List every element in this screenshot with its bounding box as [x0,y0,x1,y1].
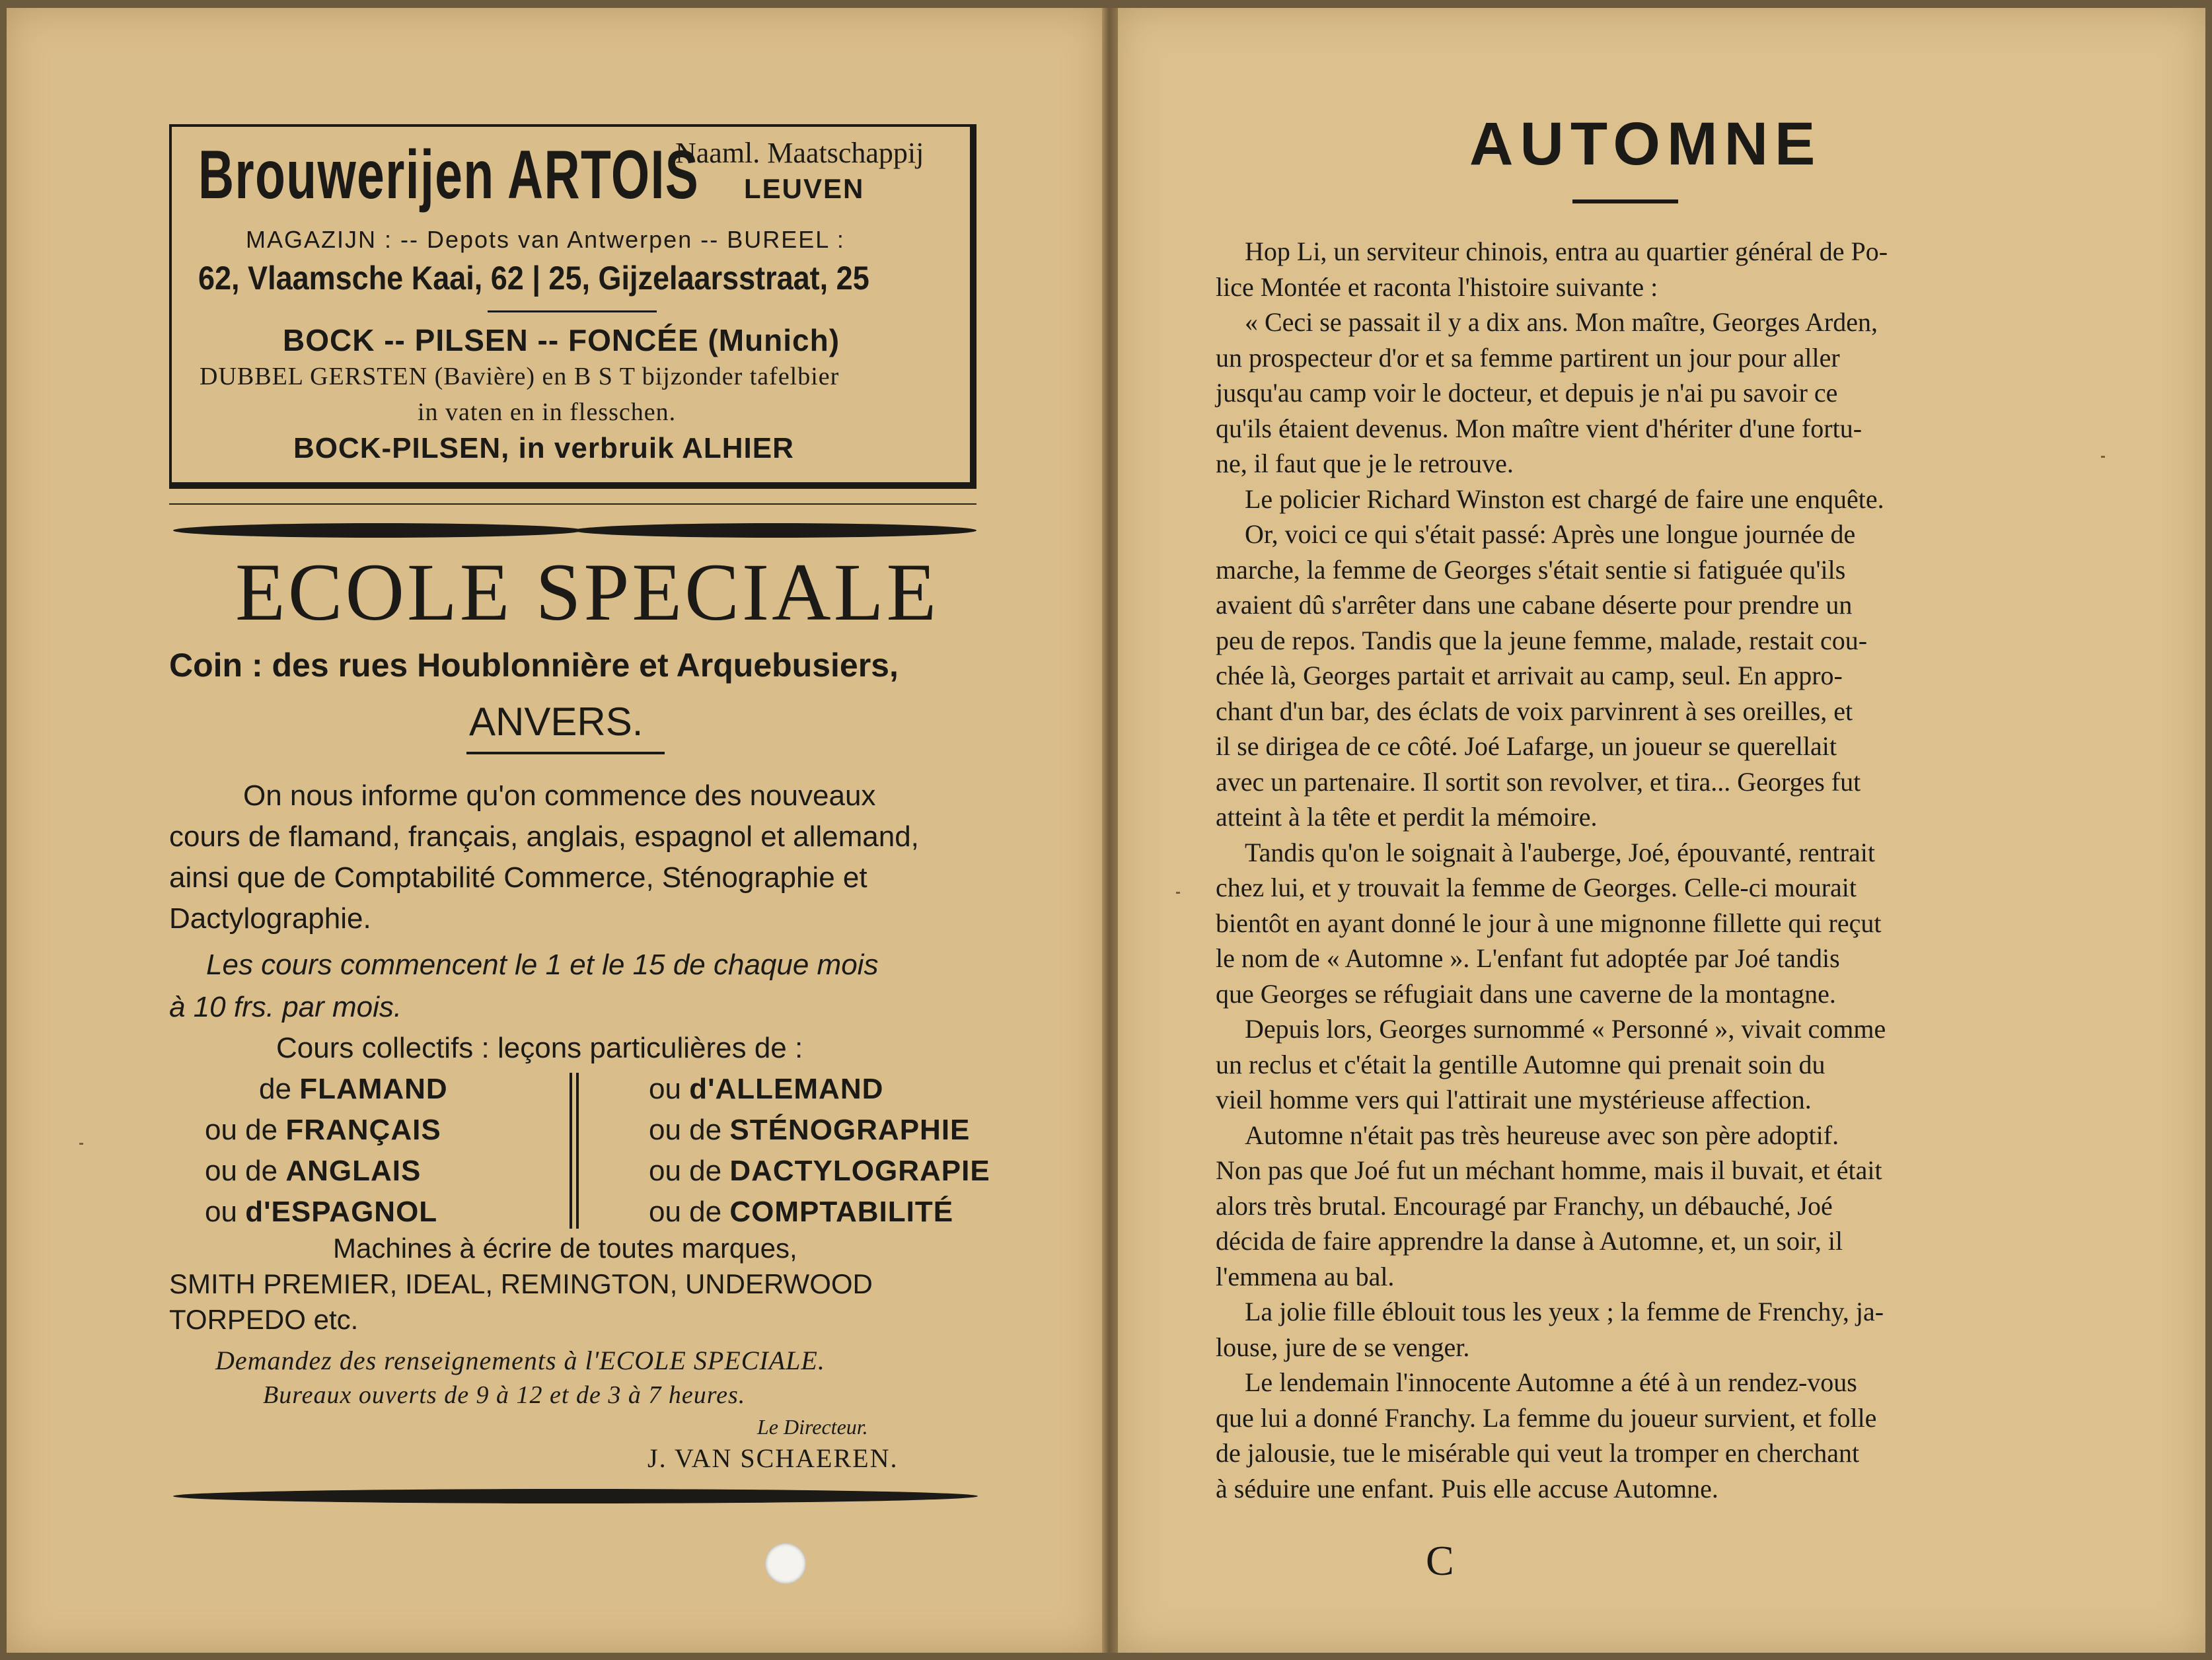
story-line: de jalousie, tue le misérable qui veut la tromper en cherchant [1216,1438,1860,1468]
school-title: ECOLE SPECIALE [235,547,940,637]
story-line: lice Montée et raconta l'histoire suivante : [1216,271,1658,302]
page-mark: C [1426,1537,1454,1584]
story-line: atteint à la tête et perdit la mémoire. [1216,802,1598,832]
right-course-list [649,1069,990,1233]
artois-company-type: Naaml. Maatschappij [675,137,924,169]
school-schedule-line: à 10 frs. par mois. [169,991,402,1023]
courses-header: Cours collectifs : leçons particulières de : [276,1032,803,1064]
story-line: avec un partenaire. Il sortit son revolver, et tira... Georges fut [1216,766,1861,797]
artois-brand: Brouwerijen ARTOIS [198,137,700,213]
story-line: « Ceci se passait il y a dix ans. Mon maître, Georges Arden, [1245,307,1878,337]
school-intro-line: cours de flamand, français, anglais, espagnol et allemand, [169,820,919,853]
story-line: Automne n'était pas très heureuse avec son père adoptif. [1245,1120,1839,1150]
hours-line: Bureaux ouverts de 9 à 12 et de 3 à 7 heures. [263,1381,746,1409]
punched-hole [765,1543,806,1584]
story-line: Tandis qu'on le soignait à l'auberge, Joé, épouvanté, rentrait [1245,837,1875,867]
story-line: alors très brutal. Encouragé par Franchy, un débauché, Joé [1216,1190,1833,1221]
ornament-bar-right [573,523,977,538]
school-intro-line: Dactylographie. [169,902,371,935]
typewriter-brands: SMITH PREMIER, IDEAL, REMINGTON, UNDERWOOD [169,1268,873,1299]
artois-divider [488,310,657,312]
story-line: avaient dû s'arrêter dans une cabane déserte pour prendre un [1216,590,1853,620]
left-course-list [205,1069,448,1233]
story-title-underline [1572,199,1678,203]
story-line: marche, la femme de Georges s'était sentie si fatiguée qu'ils [1216,554,1846,585]
paper-fleck [79,1143,83,1145]
story-line: La jolie fille éblouit tous les yeux ; la femme de Frenchy, ja- [1245,1297,1884,1326]
story-line: chant d'un bar, des éclats de voix parvinrent à ses oreilles, et [1216,696,1853,726]
story-line: vieil homme vers qui l'attirait une mystérieuse affection. [1216,1085,1812,1114]
story-line: à séduire une enfant. Puis elle accuse Automne. [1216,1473,1718,1503]
story-line: que lui a donné Franchy. La femme du joueur survient, et folle [1216,1402,1877,1433]
course-item: ou de ANGLAIS [205,1155,422,1187]
ornament-bar-bottom [173,1489,978,1503]
story-body [1216,234,2035,1506]
course-item: ou de COMPTABILITÉ [649,1196,954,1228]
story-line: ne, il faut que je le retrouve. [1216,449,1514,478]
story-line: que Georges se réfugiait dans une caverne de la montagne. [1216,978,1836,1009]
story-line: bientôt en ayant donné le jour à une mignonne fillette qui reçut [1216,908,1882,938]
torpedo-line: TORPEDO etc. [169,1304,359,1335]
story-line: chée là, Georges partait et arrivait au camp, seul. En appro- [1216,661,1843,690]
story-line: Non pas que Joé fut un méchant homme, mais il buvait, et était [1216,1155,1882,1185]
director-name: J. VAN SCHAEREN. [647,1443,899,1473]
school-city-underline [466,752,665,754]
artois-address-line: 62, Vlaamsche Kaai, 62 | 25, Gijzelaarsstraat, 25 [198,260,869,297]
page-gutter [1102,8,1118,1653]
story-line: Hop Li, un serviteur chinois, entra au quartier général de Po- [1245,236,1888,266]
story-line: un prospecteur d'or et sa femme partirent un jour pour aller [1216,342,1840,373]
director-label: Le Directeur. [757,1415,868,1439]
school-intro-line: ainsi que de Comptabilité Commerce, Sténographie et [169,861,867,894]
school-address: Coin : des rues Houblonnière et Arquebusiers, [169,647,899,684]
course-column-divider [570,1073,579,1229]
story-title: AUTOMNE [1469,110,1822,178]
course-item: ou d'ALLEMAND [649,1073,884,1105]
story-line: l'emmena au bal. [1216,1261,1395,1291]
school-schedule-line: Les cours commencent le 1 et le 15 de chaque mois [206,949,879,981]
artois-bock-line: BOCK-PILSEN, in verbruik ALHIER [293,432,794,464]
request-line: Demandez des renseignements à l'ECOLE SPECIALE. [215,1346,825,1375]
story-line: peu de repos. Tandis que la jeune femme, malade, restait cou- [1216,625,1868,655]
story-line: Le lendemain l'innocente Automne a été à un rendez-vous [1245,1367,1857,1397]
story-line: jusqu'au camp voir le docteur, et depuis je n'ai pu savoir ce [1216,378,1838,408]
story-line: Or, voici ce qui s'était passé: Après une longue journée de [1245,519,1856,549]
course-item: ou de STÉNOGRAPHIE [649,1114,971,1146]
ornament-bar-left [173,523,583,538]
artois-city: LEUVEN [744,173,865,204]
story-line: un reclus et c'était la gentille Automne qui prenait soin du [1216,1049,1825,1079]
school-intro-line: On nous informe qu'on commence des nouveaux [243,779,876,812]
course-item: de FLAMAND [259,1073,448,1105]
story-line: il se dirigea de ce côté. Joé Lafarge, un joueur se querellait [1216,731,1837,761]
story-line: chez lui, et y trouvait la femme de Georges. Celle-ci mourait [1216,873,1857,902]
story-line: louse, jure de se venger. [1216,1332,1470,1362]
story-line: le nom de « Automne ». L'enfant fut adoptée par Joé tandis [1216,943,1840,973]
story-line: Depuis lors, Georges surnommé « Personné », vivait comme [1245,1014,1886,1044]
artois-beers: BOCK -- PILSEN -- FONCÉE (Munich) [283,323,840,357]
machines-line: Machines à écrire de toutes marques, [333,1233,797,1264]
paper-fleck [2101,456,2105,458]
story-line: décida de faire apprendre la danse à Automne, et, un soir, il [1216,1226,1843,1256]
story-line: qu'ils étaient devenus. Mon maître vient d'hériter d'une fortu- [1216,413,1862,443]
school-city: ANVERS. [469,700,644,744]
artois-vaten-line: in vaten en in flesschen. [418,398,677,426]
course-item: ou d'ESPAGNOL [205,1196,438,1228]
course-item: ou de DACTYLOGRAPIE [649,1155,990,1187]
course-item: ou de FRANÇAIS [205,1114,441,1146]
section-divider [169,503,977,505]
story-line: Le policier Richard Winston est chargé de faire une enquête. [1245,484,1884,514]
artois-depots-line: MAGAZIJN : -- Depots van Antwerpen -- BUREEL : [246,226,845,253]
paper-fleck [1176,892,1180,894]
artois-dubbel-line: DUBBEL GERSTEN (Bavière) en B S T bijzonder tafelbier [200,363,840,390]
